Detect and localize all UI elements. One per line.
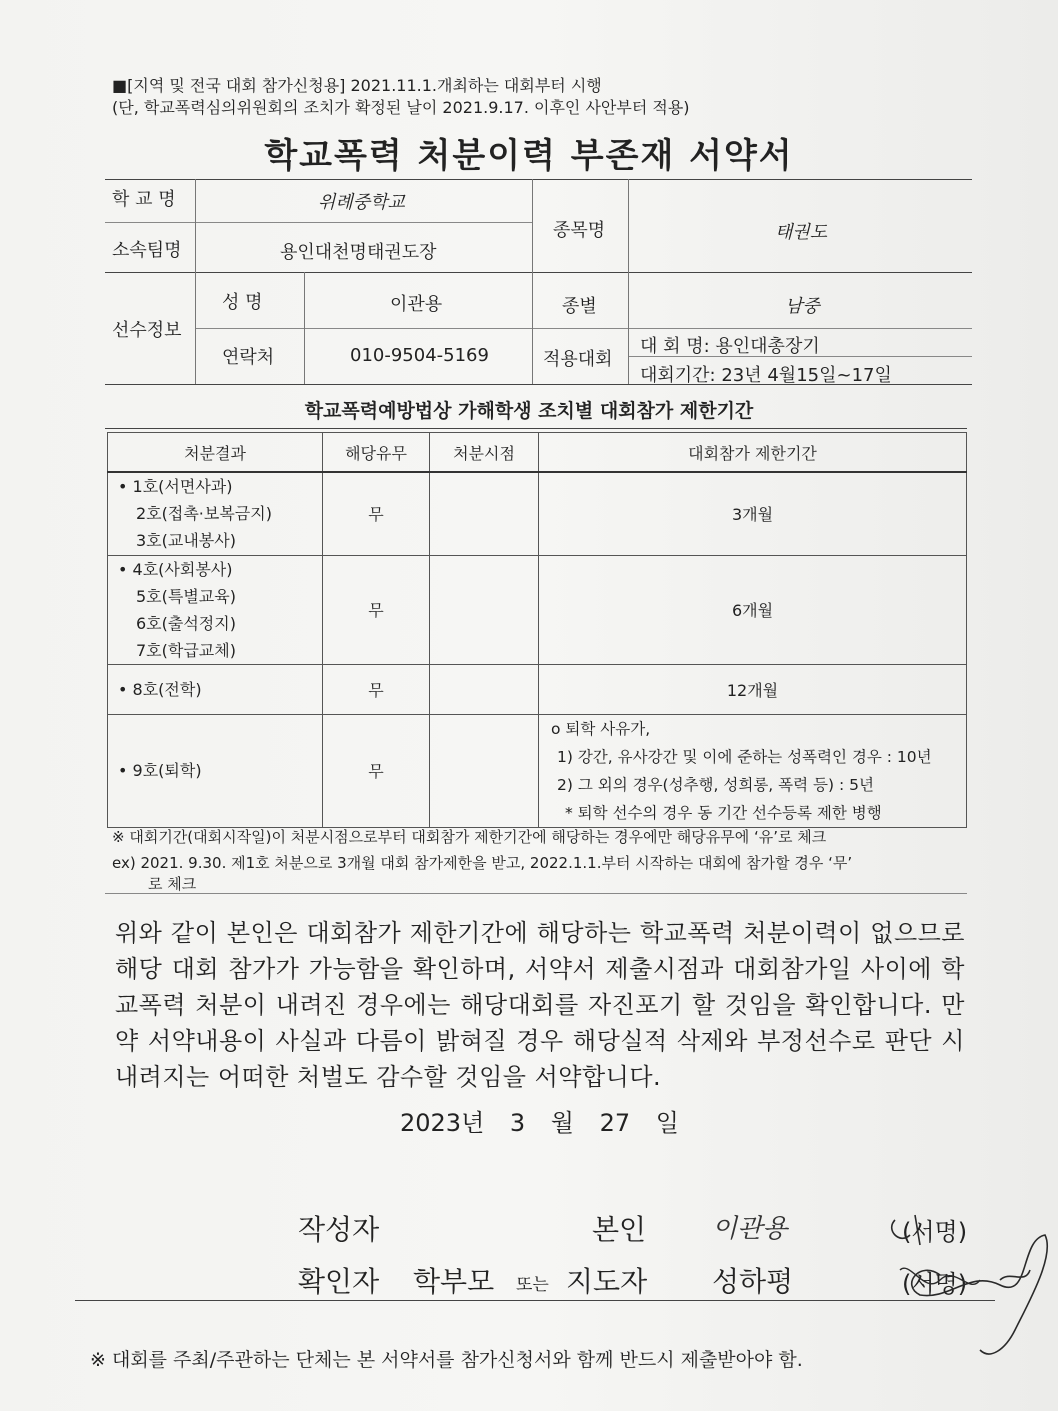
time-cell [430,555,539,664]
period-line: o 퇴학 사유가, [551,719,651,738]
event-label: 적용대회 [543,349,613,370]
period-line: 1) 강간, 유사강간 및 이에 준하는 성폭력인 경우 : 10년 [557,747,932,766]
note-line-2: (단, 학교폭력심의위원회의 조치가 확정된 날이 2021.9.17. 이후인 사안부터 적용) [112,98,690,117]
limit-table-top [105,428,967,429]
list-item: 3호(교내봉사) [136,531,236,551]
applies-cell: 무 [323,714,430,827]
info-divider [628,179,629,384]
list-item: 5호(특별교육) [136,586,236,606]
coach-label: 지도자 [566,1265,648,1298]
event-name: 대 회 명: 용인대총장기 [640,336,820,357]
player-info-label: 선수정보 [112,320,182,341]
info-line [195,328,972,329]
list-item: 6호(출석정지) [136,613,236,633]
author-label: 작성자 [298,1213,380,1246]
pledge-text: 위와 같이 본인은 대회참가 제한기간에 해당하는 학교폭력 처분이력이 없으므로 해당 대회 참가가 가능함을 확인하며, 서약서 제출시점과 대회참가일 사이에 학교폭력 처분이 내려진 경우에는 해당대회를 자진포기 할 것임을 확인합니다. 만약 서약내용이 사실과 다름이 밝혀질 경우 해당실적 삭제와 부정선수로 판단 시 내려지는 어떠한 처벌도 감수할 것임을 서약합니다. [115,919,965,1091]
header-applies: 해당유무 [323,433,430,473]
period-cell: 6개월 [539,555,967,664]
info-divider [532,179,533,384]
pledge-date: 2023년 3 월 27 일 [400,1109,679,1137]
result-cell [108,555,323,664]
note-line [105,893,967,894]
list-item: • 1호(서면사과) [118,477,233,497]
period-cell: 3개월 [539,472,967,555]
info-top-border [105,179,972,180]
team-value: 용인대천명태권도장 [280,242,437,263]
contact-label: 연락처 [222,347,275,368]
team-label: 소속팀명 [112,240,182,261]
name-label: 성 명 [222,292,263,313]
result-cell: • 9호(퇴학) [108,714,323,827]
sign-label-1: (서명) [902,1218,968,1246]
limit-table-subtitle: 학교폭력예방법상 가해학생 조치별 대회참가 제한기간 [304,400,754,422]
header-result: 처분결과 [108,433,323,473]
school-value: 위례중학교 [318,192,405,213]
list-item: • 4호(사회봉사) [118,559,233,579]
period-cell: 12개월 [539,664,967,714]
table-row [108,555,967,664]
table-note-1: ※ 대회기간(대회시작일)이 처분시점으로부터 대회참가 제한기간에 해당하는 경우에만 해당유무에 ‘유’로 체크 [112,828,827,846]
applies-cell: 무 [323,472,430,555]
sport-label: 종목명 [553,220,606,241]
time-cell [430,664,539,714]
self-label: 본인 [592,1213,647,1246]
table-row [108,714,967,827]
list-item: 7호(학급교체) [136,640,236,660]
table-note-3: 로 체크 [148,875,197,893]
event-period: 대회기간: 23년 4월15일~17일 [640,365,892,386]
applies-cell: 무 [323,664,430,714]
table-header-row [108,433,967,473]
table-row [108,472,967,555]
footer-note: ※ 대회를 주최/주관하는 단체는 본 서약서를 참가신청서와 함께 반드시 제출받아야 함. [90,1349,803,1371]
or-label: 또는 [516,1275,549,1295]
result-cell [108,472,323,555]
time-cell [430,472,539,555]
applies-cell: 무 [323,555,430,664]
name-value: 이관용 [390,294,443,315]
signature-scribble [880,1200,1058,1370]
page-title: 학교폭력 처분이력 부존재 서약서 [264,136,794,176]
info-line [105,222,532,223]
info-divider [304,272,305,384]
division-value: 남중 [785,296,820,317]
self-name-handwritten: 이관용 [712,1214,788,1244]
header-time: 처분시점 [430,433,539,473]
header-period: 대회참가 제한기간 [539,433,967,473]
contact-value: 010-9504-5169 [350,345,489,366]
school-label: 학 교 명 [112,189,176,210]
info-divider [195,179,196,384]
period-line: 2) 그 외의 경우(성추행, 성희롱, 폭력 등) : 5년 [557,775,874,794]
time-cell [430,714,539,827]
confirm-name: 성하평 [712,1265,794,1298]
confirm-label: 확인자 [298,1265,380,1298]
table-row [108,664,967,714]
footer-rule [75,1300,995,1301]
guardian-label: 학부모 [413,1265,495,1298]
division-label: 종별 [562,296,597,317]
sign-label-2: (서명) [902,1270,968,1298]
note-line-1: ■[지역 및 전국 대회 참가신청용] 2021.11.1.개최하는 대회부터 시행 [112,76,602,95]
period-cell [539,714,967,827]
list-item: 2호(접촉·보복금지) [136,504,272,524]
table-note-2: ex) 2021. 9.30. 제1호 처분으로 3개월 대회 참가제한을 받고, 2022.1.1.부터 시작하는 대회에 참가할 경우 ‘무’ [112,854,853,872]
application-note [112,75,690,119]
info-line [105,272,972,273]
sport-value: 태권도 [775,222,828,243]
result-cell: • 8호(전학) [108,664,323,714]
period-line: * 퇴학 선수의 경우 동 기간 선수등록 제한 병행 [565,803,882,822]
limit-table [107,432,967,828]
